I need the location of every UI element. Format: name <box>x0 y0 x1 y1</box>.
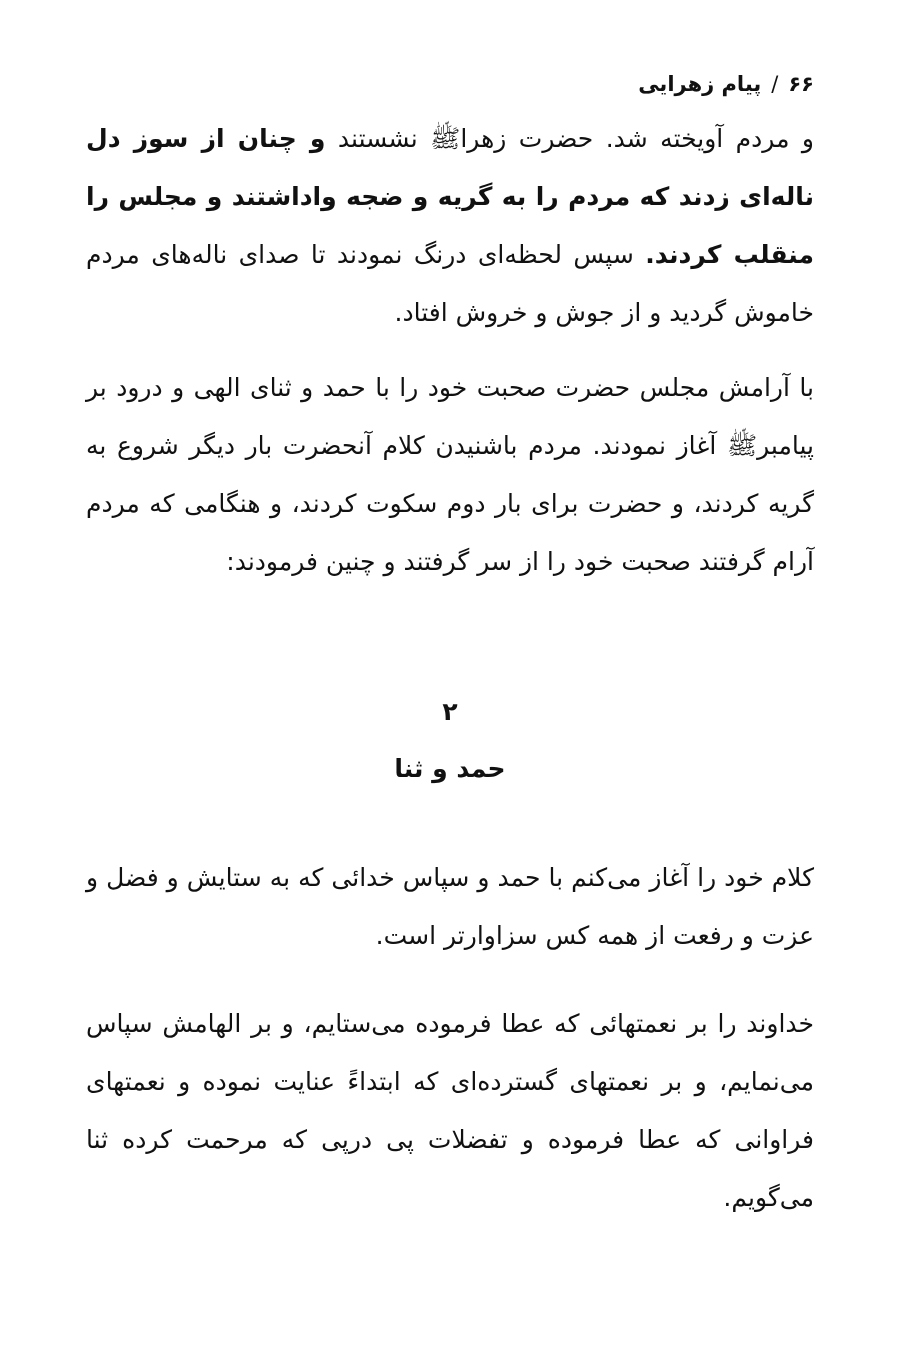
paragraph-1-text-2: نشستند <box>325 124 431 153</box>
paragraph-3: کلام خود را آغاز می‌کنم با حمد و سپاس خدائی که به ستایش و فضل و عزت و رفعت از همه کس سزاوارتر است. <box>86 863 814 950</box>
honorific-mark: ﷺ <box>430 124 461 153</box>
header-separator: / <box>771 72 779 96</box>
paragraph-2-text-1: با آرامش مجلس حضرت صحبت خود را با حمد و ثنای الهی و درود بر پیامبر <box>86 373 814 460</box>
honorific-mark: ﷺ <box>726 431 758 460</box>
book-title: پیام زهرایی <box>638 72 762 96</box>
paragraph-2-text-2: آغاز نمودند. مردم باشنیدن کلام آنحضرت بار دیگر شروع به گریه کردند، و حضرت برای بار دوم سکوت کردند، و هنگامی که مردم آرام گرفتند صحبت خود را از سر گرفتند و چنین فرمودند: <box>86 431 814 576</box>
paragraph-4: خداوند را بر نعمتهائی که عطا فرموده می‌ستایم، و بر الهامش سپاس می‌نمایم، و بر نعمتهای گسترده‌ای که ابتداءً عنایت نموده و نعمتهای فراوانی که عطا فرموده و تفضلات پی درپی که مرحمت کرده ثنا می‌گویم. <box>86 1009 814 1212</box>
page-number: ۶۶ <box>788 72 814 96</box>
paragraph-1 <box>86 110 814 342</box>
section-title: حمد و ثنا <box>394 754 506 783</box>
section-number: ۲ <box>442 697 458 726</box>
paragraph-2 <box>86 359 814 591</box>
paragraph-1-text-3: سپس لحظه‌ای درنگ نمودند تا صدای ناله‌های مردم خاموش گردید و از جوش و خروش افتاد. <box>86 240 814 327</box>
running-header <box>638 72 814 96</box>
book-page <box>86 0 814 1366</box>
paragraph-1-bold-text: و چنان از سوز دل ناله‌ای زدند که مردم را به گریه و ضجه واداشتند و مجلس را منقلب کردند. <box>86 124 814 269</box>
paragraph-1-text-1: و مردم آویخته شد. حضرت زهرا <box>460 124 815 153</box>
